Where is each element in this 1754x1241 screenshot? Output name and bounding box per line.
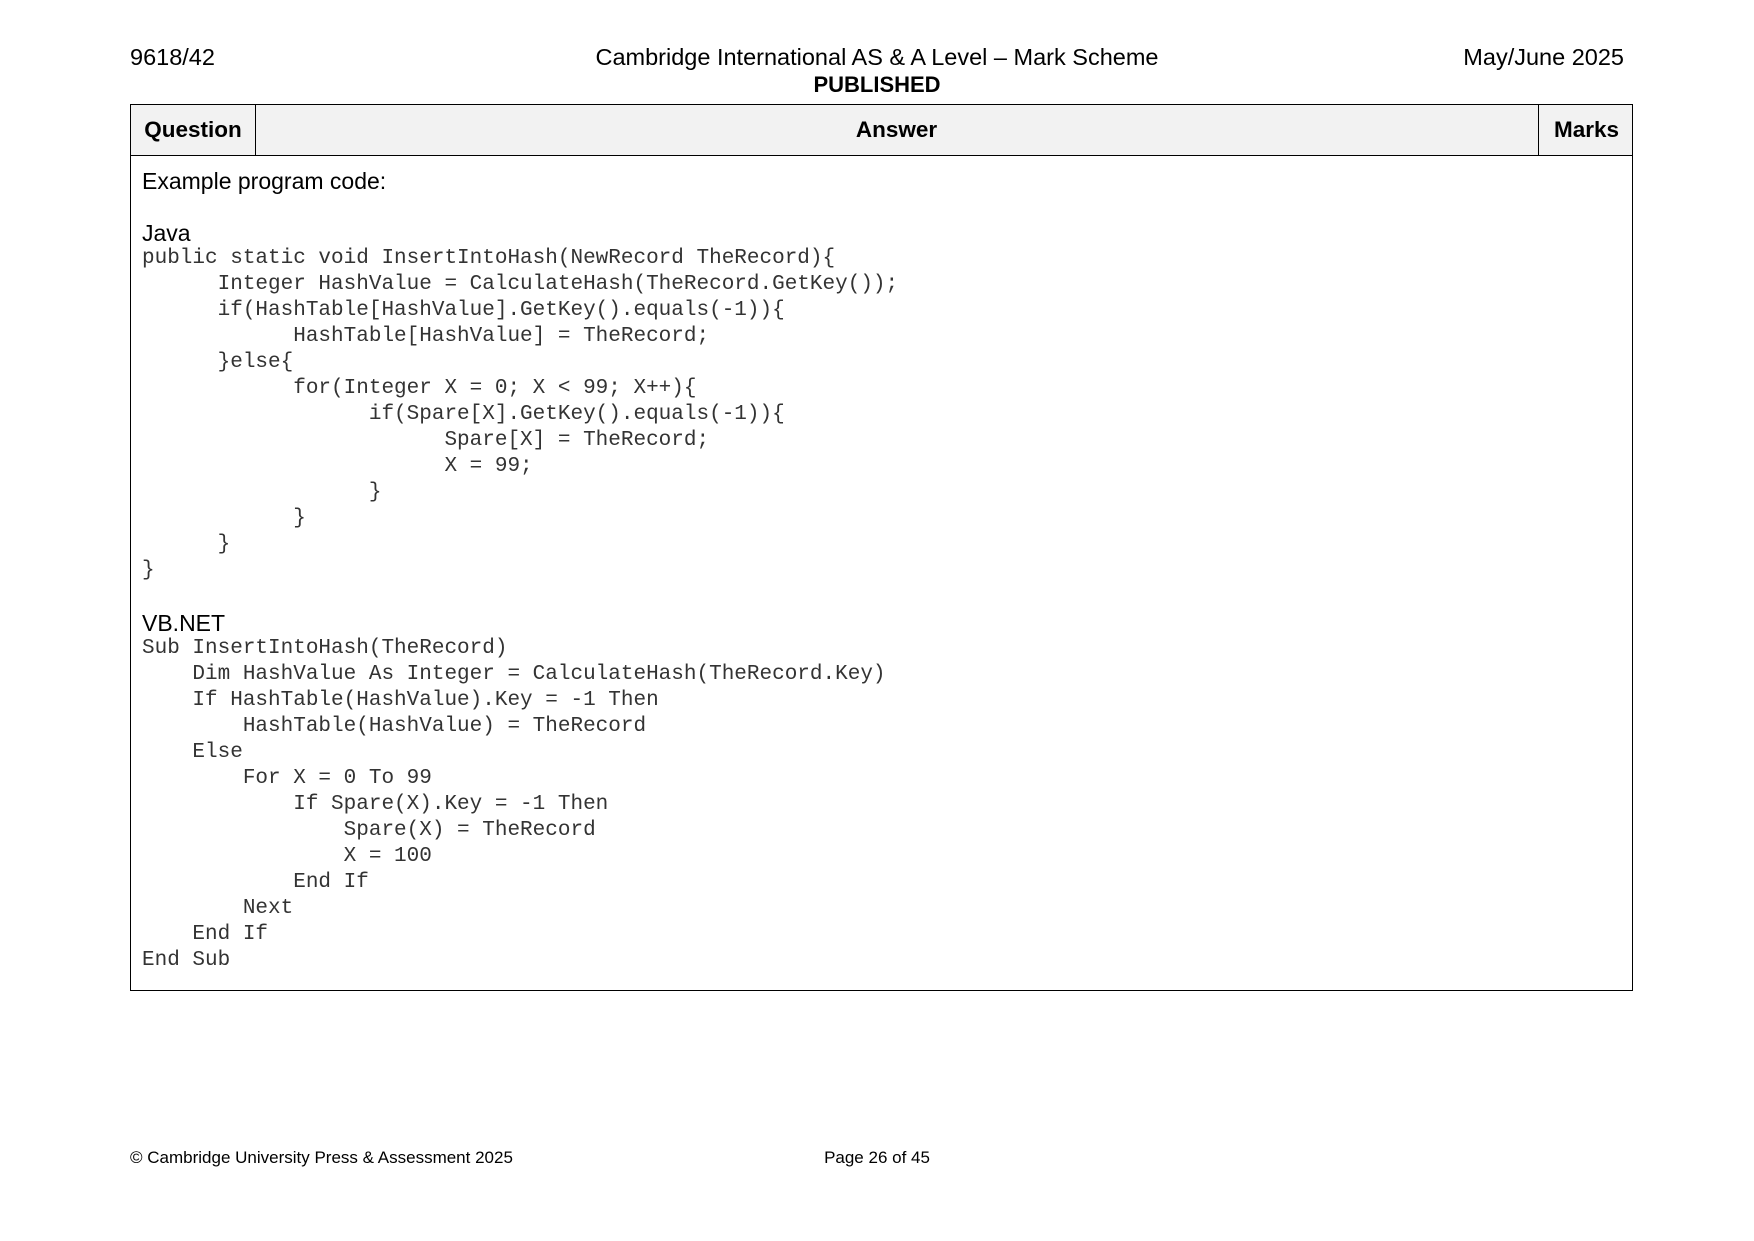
vbnet-code-block: Sub InsertIntoHash(TheRecord) Dim HashValue As Integer = CalculateHash(TheRecord.Key) If HashTable(HashValue).Key = -1 Then HashTable(HashValue) = TheRecord Else For X = 0 To 99 If Spare(X).Key = -1 Then Spare(X) = TheRecord X = 100 End If Next End If End Sub [142, 637, 886, 972]
mark-scheme-table [130, 104, 1633, 991]
page-number: Page 26 of 45 [824, 1148, 930, 1167]
java-code-block: public static void InsertIntoHash(NewRecord TheRecord){ Integer HashValue = CalculateHash(TheRecord.GetKey()); if(HashTable[HashValue].GetKey().equals(-1)){ HashTable[HashValue] = TheRecord; }else{ for(Integer X = 0; X < 99; X++){ if(Spare[X].GetKey().equals(-1)){ Spare[X] = TheRecord; X = 99; } } } } [142, 247, 899, 582]
column-header-marks: Marks [1538, 105, 1634, 155]
answer-cell [142, 168, 1622, 974]
column-header-answer: Answer [855, 117, 938, 142]
published-status: PUBLISHED [813, 72, 941, 97]
java-label: Java [142, 220, 191, 246]
copyright-notice: © Cambridge University Press & Assessment 2025 [130, 1148, 513, 1167]
exam-session: May/June 2025 [1463, 44, 1624, 70]
paper-code: 9618/42 [130, 44, 215, 70]
vbnet-label: VB.NET [142, 610, 226, 636]
intro-text: Example program code: [142, 168, 387, 194]
document-title: Cambridge International AS & A Level – Mark Scheme [595, 44, 1159, 70]
column-header-question: Question [131, 105, 256, 155]
table-header-row [131, 105, 1632, 156]
